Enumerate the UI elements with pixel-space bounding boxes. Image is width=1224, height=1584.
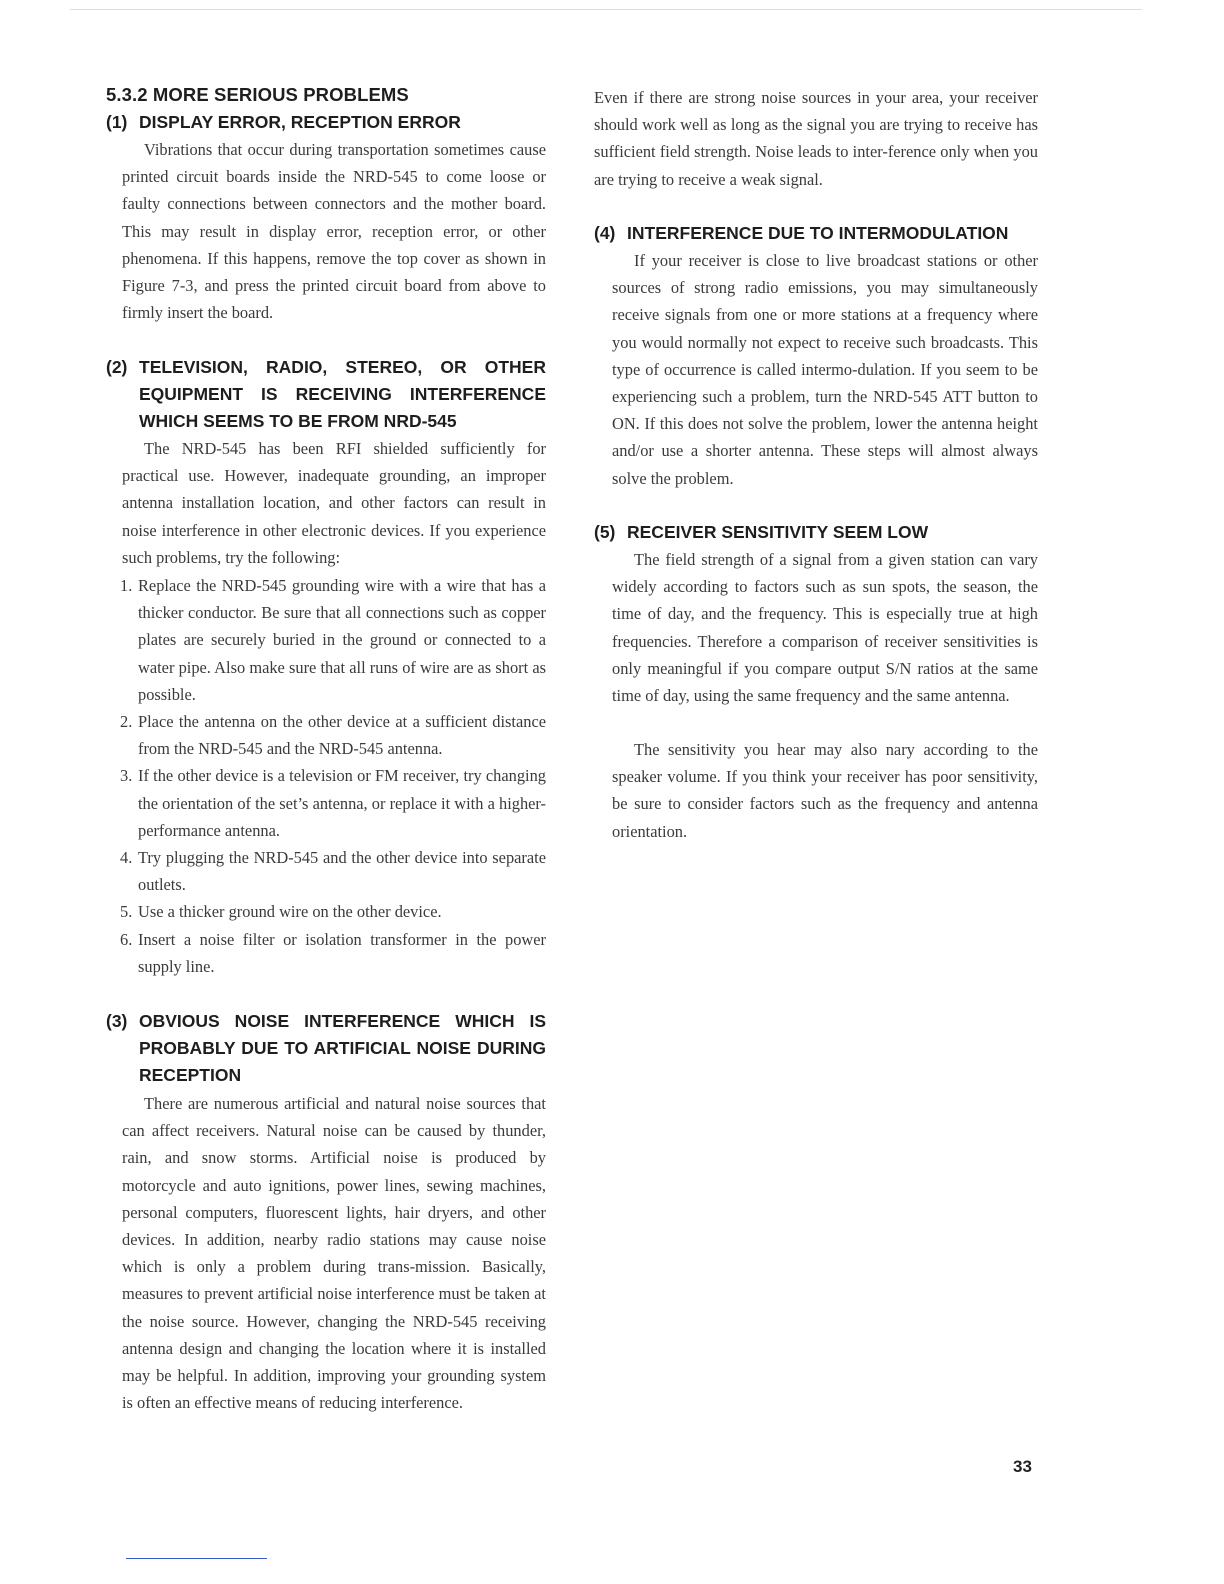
subsection-5-heading — [594, 519, 1038, 546]
section-title: 5.3.2 MORE SERIOUS PROBLEMS — [106, 84, 409, 105]
top-rule — [70, 9, 1142, 10]
subsection-5-body-1: The field strength of a signal from a given station can vary widely according to factors such as sun spots, the season, the time of day, and the frequency. This is especially true at high frequencies. Therefore a comparison of receiver sensitivities is only meaningful if you compare output S/N ratios at the same time of day, using the same frequency and the same antenna. — [612, 550, 1038, 706]
subsection-1-number: (1) — [106, 112, 128, 132]
subsection-5-title: RECEIVER SENSITIVITY SEEM LOW — [627, 522, 929, 542]
subsection-1-title: DISPLAY ERROR, RECEPTION ERROR — [139, 112, 461, 132]
list-item: 3. If the other device is a television or FM receiver, try changing the orientation of the set’s antenna, or replace it with a higher-performance antenna. — [120, 766, 546, 840]
subsection-2-title-line-1: TELEVISION, RADIO, STEREO, OR OTHER — [139, 357, 546, 377]
subsection-3-title-line-3: RECEPTION — [139, 1065, 242, 1085]
subsection-4-body: If your receiver is close to live broadcast stations or other sources of strong radio emissions, you may simultaneously receive signals from one or more stations at a frequency where you would normally not expect to receive such broadcasts. This type of occurrence is called intermo-dulation. If you seem to be experiencing such a problem, turn the NRD-545 ATT button to ON. If this does not solve the problem, lower the antenna height and/or use a shorter antenna. These steps will almost always solve the problem. — [612, 251, 1038, 488]
subsection-2-list — [106, 572, 546, 980]
list-item: 1. Replace the NRD-545 grounding wire with a wire that has a thicker conductor. Be sure that all connections such as copper plates are securely buried in the ground or connected to a water pipe. Also make sure that all runs of wire are as short as possible. — [120, 576, 546, 704]
subsection-3-continued-body: Even if there are strong noise sources in your area, your receiver should work well as long as the signal you are trying to receive has sufficient field strength. Noise leads to inter-ference only when you are trying to receive a weak signal. — [594, 88, 1038, 189]
subsection-1-heading — [106, 109, 546, 136]
subsection-2-title-line-2: EQUIPMENT IS RECEIVING INTERFERENCE — [139, 384, 546, 404]
subsection-4-title: INTERFERENCE DUE TO INTERMODULATION — [627, 223, 1009, 243]
subsection-2-heading — [106, 354, 546, 435]
subsection-5-body-2: The sensitivity you hear may also nary according to the speaker volume. If you think your receiver has poor sensitivity, be sure to consider factors such as the frequency and antenna orientation. — [612, 740, 1038, 841]
subsection-3-heading — [106, 1008, 546, 1089]
subsection-3-number: (3) — [106, 1011, 128, 1031]
page-number: 33 — [1013, 1457, 1032, 1476]
subsection-4-number: (4) — [594, 223, 616, 243]
subsection-5-number: (5) — [594, 522, 616, 542]
subsection-1-body: Vibrations that occur during transportation sometimes cause printed circuit boards inside the NRD-545 to come loose or faulty connections between connectors and the mother board. This may result in display error, reception error, or other phenomena. If this happens, remove the top cover as shown in Figure 7-3, and press the printed circuit board from above to firmly insert the board. — [122, 140, 546, 323]
subsection-3-title-line-1: OBVIOUS NOISE INTERFERENCE WHICH IS — [139, 1011, 546, 1031]
bottom-rule — [126, 1558, 267, 1559]
list-item: 5. Use a thicker ground wire on the other device. — [120, 902, 442, 922]
subsection-4-heading — [594, 220, 1038, 247]
subsection-3-body: There are numerous artificial and natural noise sources that can affect receivers. Natural noise can be caused by thunder, rain, and snow storms. Artificial noise is produced by motorcycle and auto ignitions, power lines, sewing machines, personal computers, fluorescent lights, hair dryers, and other devices. In addition, nearby radio stations may cause noise which is only a problem during trans-mission. Basically, measures to prevent artificial noise interference must be taken at the noise source. However, changing the NRD-545 receiving antenna design and changing the location where it is installed may be helpful. In addition, improving your grounding system is often an effective means of reducing interference. — [122, 1094, 546, 1413]
subsection-2-body: The NRD-545 has been RFI shielded sufficiently for practical use. However, inadequate grounding, an improper antenna installation location, and other factors can result in noise interference in other electronic devices. If you experience such problems, try the following: — [122, 439, 546, 567]
list-item: 4. Try plugging the NRD-545 and the other device into separate outlets. — [120, 848, 546, 895]
list-item: 6. Insert a noise filter or isolation transformer in the power supply line. — [120, 929, 546, 976]
list-item: 2. Place the antenna on the other device at a sufficient distance from the NRD-545 and the NRD-545 antenna. — [120, 712, 546, 759]
subsection-2-title-line-3: WHICH SEEMS TO BE FROM NRD-545 — [139, 411, 457, 431]
subsection-3-title-line-2: PROBABLY DUE TO ARTIFICIAL NOISE DURING — [139, 1038, 546, 1058]
subsection-2-number: (2) — [106, 357, 128, 377]
